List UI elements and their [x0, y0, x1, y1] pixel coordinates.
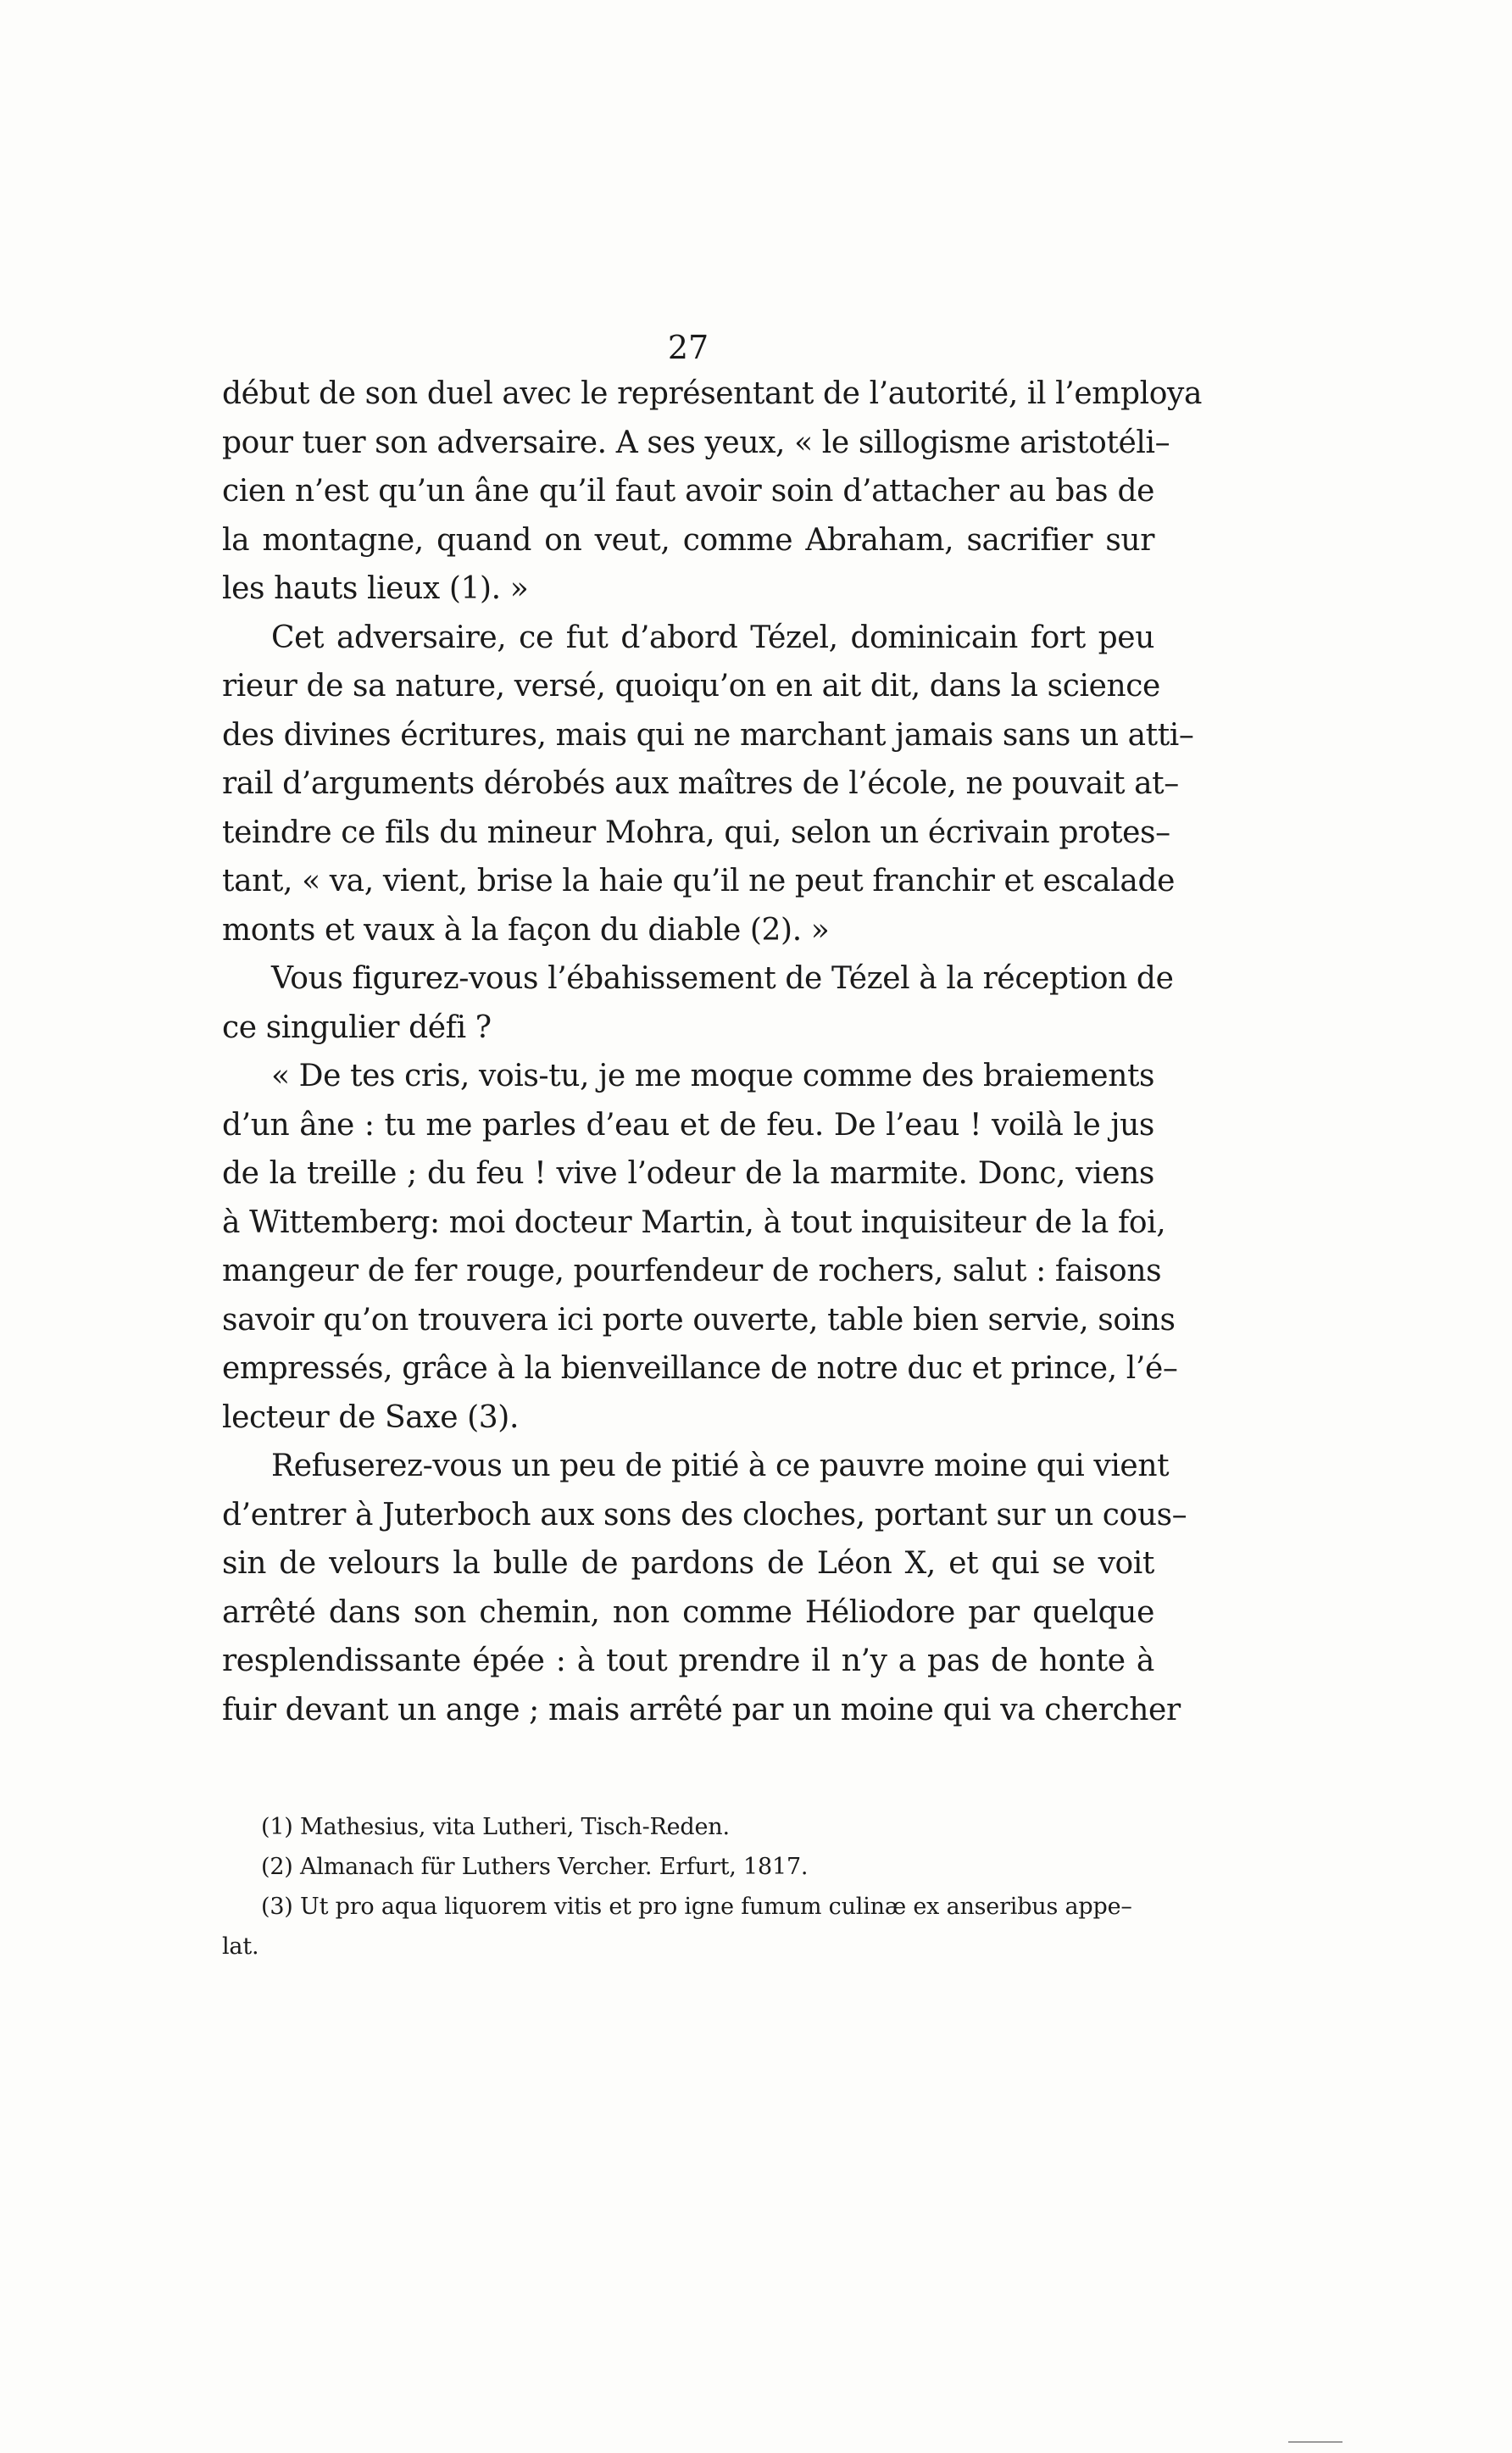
text-line: mangeur de fer rouge, pourfendeur de rochers, salut : faisons — [222, 1254, 1162, 1288]
text-line: resplendissante épée : à tout prendre il n’y a pas de honte à — [222, 1644, 1154, 1678]
text-line: arrêté dans son chemin, non comme Héliodore par quelque — [222, 1594, 1154, 1630]
text-line: rieur de sa nature, versé, quoiqu’on en ait dit, dans la science — [222, 669, 1160, 704]
body-text — [222, 370, 1203, 1734]
text-line: « De tes cris, vois-tu, je me moque comme des braiements — [271, 1059, 1155, 1093]
footnote: (1) Mathesius, vita Lutheri, Tisch-Reden. — [261, 1814, 730, 1840]
text-line: d’entrer à Juterboch aux sons des cloches, portant sur un cous– — [222, 1497, 1187, 1532]
footnote-continuation: lat. — [222, 1933, 259, 1960]
text-line: Cet adversaire, ce fut d’abord Tézel, dominicain fort peu — [271, 620, 1154, 655]
footnote: (2) Almanach für Luthers Vercher. Erfurt, 1817. — [261, 1854, 809, 1880]
text-line: sin de velours la bulle de pardons de Léon X, et qui se voit — [222, 1546, 1154, 1581]
text-line: savoir qu’on trouvera ici porte ouverte, table bien servie, soins — [222, 1302, 1176, 1338]
text-line: ce singulier défi ? — [222, 1010, 492, 1045]
text-line: cien n’est qu’un âne qu’il faut avoir soin d’attacher au bas de — [222, 474, 1154, 509]
text-line: la montagne, quand on veut, comme Abraham, sacrifier sur — [222, 522, 1154, 558]
text-line: tant, « va, vient, brise la haie qu’il ne peut franchir et escalade — [222, 864, 1176, 898]
bottom-rule — [1288, 2441, 1342, 2443]
text-line: Vous figurez-vous l’ébahissement de Tézel à la réception de — [271, 961, 1174, 996]
text-line: fuir devant un ange ; mais arrêté par un moine qui va chercher — [222, 1692, 1181, 1727]
text-line: des divines écritures, mais qui ne marchant jamais sans un atti– — [222, 717, 1194, 753]
footnotes — [222, 1807, 1159, 1966]
text-line: d’un âne : tu me parles d’eau et de feu. De l’eau ! voilà le jus — [222, 1107, 1154, 1143]
text-line: pour tuer son adversaire. A ses yeux, « le sillogisme aristotéli– — [222, 425, 1170, 460]
footnote: (3) Ut pro aqua liquorem vitis et pro igne fumum culinæ ex anseribus appe– — [261, 1894, 1132, 1920]
text-line: les hauts lieux (1). » — [222, 571, 529, 606]
text-line: rail d’arguments dérobés aux maîtres de l’école, ne pouvait at– — [222, 766, 1179, 801]
text-line: lecteur de Saxe (3). — [222, 1399, 519, 1435]
text-line: monts et vaux à la façon du diable (2). » — [222, 912, 830, 948]
page-number: 27 — [667, 329, 709, 366]
text-line: empressés, grâce à la bienveillance de notre duc et prince, l’é– — [222, 1351, 1178, 1386]
text-line: début de son duel avec le représentant de l’autorité, il l’employa — [222, 376, 1203, 411]
text-line: de la treille ; du feu ! vive l’odeur de la marmite. Donc, viens — [222, 1156, 1154, 1191]
text-line: à Wittemberg: moi docteur Martin, à tout inquisiteur de la foi, — [222, 1204, 1166, 1240]
text-line: teindre ce fils du mineur Mohra, qui, selon un écrivain protes– — [222, 815, 1170, 850]
text-line: Refuserez-vous un peu de pitié à ce pauvre moine qui vient — [271, 1449, 1170, 1483]
